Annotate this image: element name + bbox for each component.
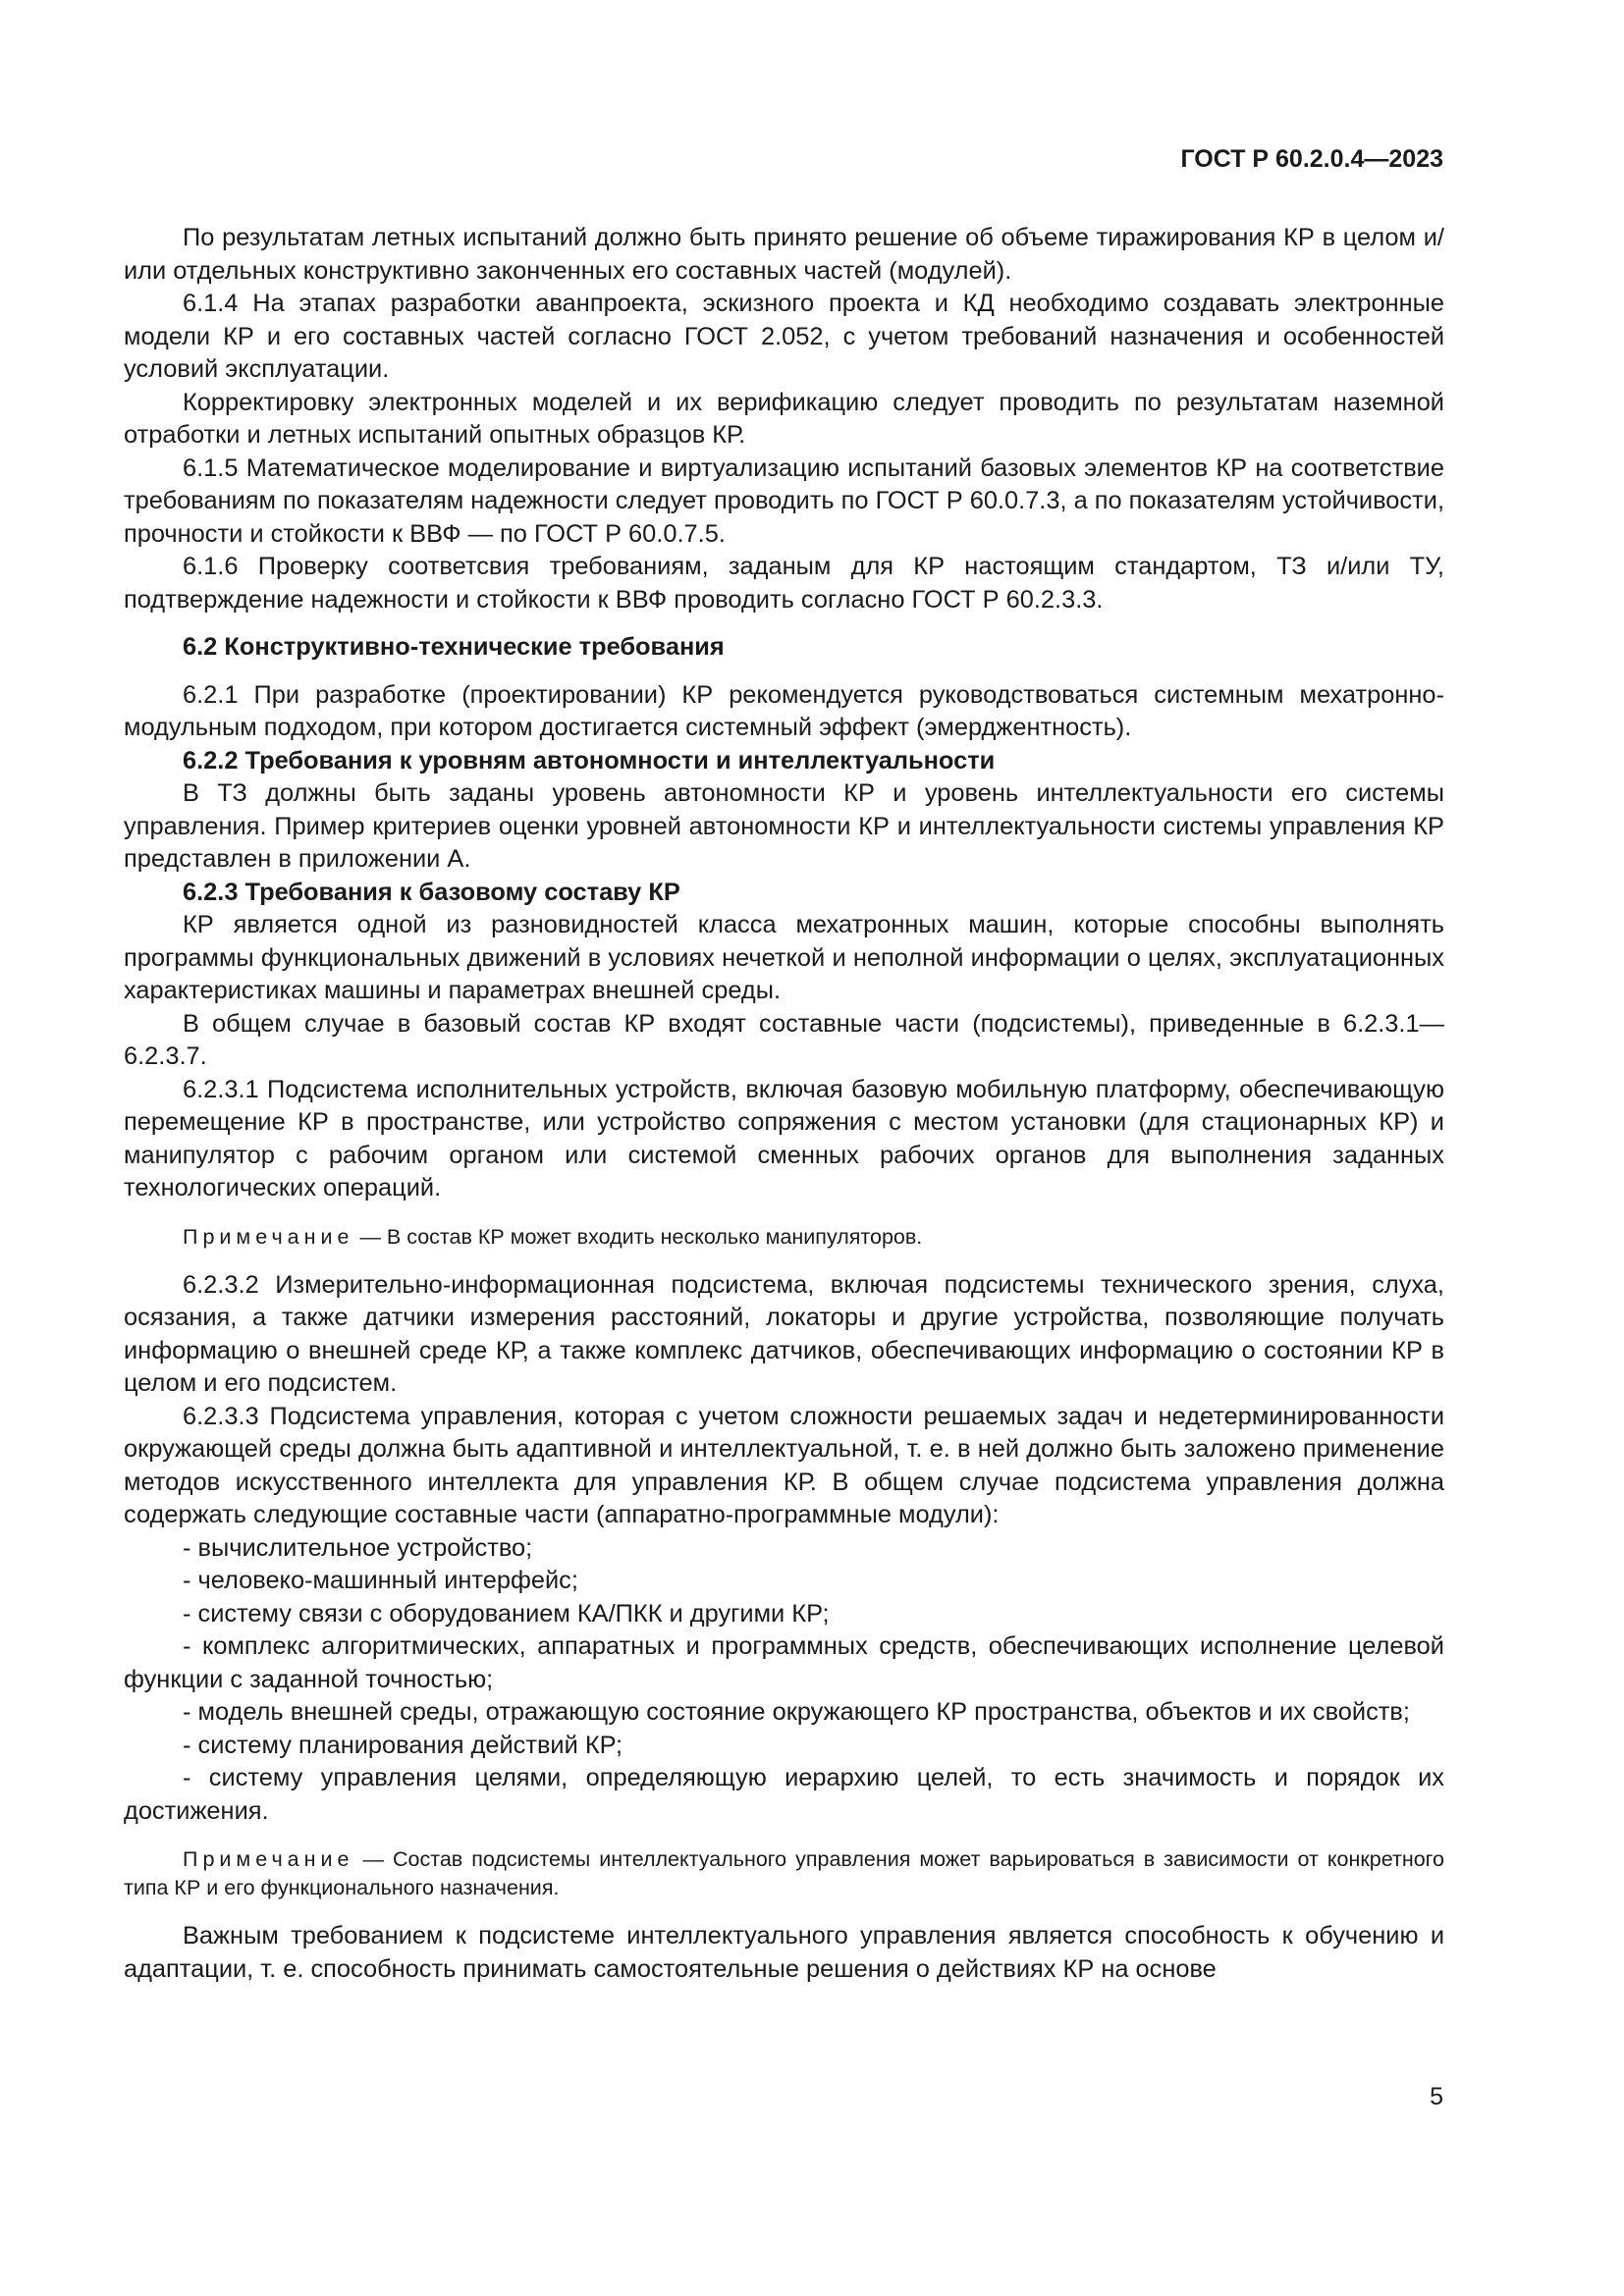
paragraph-6-1-4: 6.1.4 На этапах разработки аванпроекта, эскизного проекта и КД необходимо создавать электронные модели КР и его составных частей согласно ГОСТ 2.052, с учетом требований назначения и особенностей условий эксплуатации.	[124, 290, 1444, 383]
note-text: — В состав КР может входить несколько манипуляторов.	[353, 1224, 923, 1249]
paragraph-6-2-3-1: 6.2.3.1 Подсистема исполнительных устройств, включая базовую мобильную платформу, обеспечивающую перемещение КР в пространстве, или устройство сопряжения с местом установки (для стационарных КР) и манипулятор с рабочим органом или системой сменных рабочих органов для выполнения заданных технологических операций.	[124, 1075, 1444, 1201]
paragraph-6-1-5: 6.1.5 Математическое моделирование и виртуализацию испытаний базовых элементов КР на соответствие требованиям по показателям надежности следует проводить по ГОСТ Р 60.0.7.3, а по показателям устойчивости, прочности и стойкости к ВВФ — по ГОСТ Р 60.0.7.5.	[124, 454, 1444, 548]
bullet-list	[124, 1532, 1444, 1829]
paragraph: По результатам летных испытаний должно быть принято решение об объеме тиражирования КР в целом и/или отдельных конструктивно законченных его составных частей (модулей).	[124, 224, 1444, 285]
paragraph-6-2-2: В ТЗ должны быть заданы уровень автономности КР и уровень интеллектуальности его системы управления. Пример критериев оценки уровней автономности КР и интеллектуальности системы управления КР представлен в приложении А.	[124, 779, 1444, 873]
list-item: - систему управления целями, определяющую иерархию целей, то есть значимость и порядок их достижения.	[124, 1764, 1444, 1825]
list-item: - вычислительное устройство;	[183, 1533, 533, 1562]
list-item: - человеко-машинный интерфейс;	[183, 1567, 578, 1594]
subsection-heading-6-2-3: 6.2.3 Требования к базовому составу КР	[183, 878, 680, 906]
document-body	[124, 222, 1444, 1986]
paragraph-6-2-3-3: 6.2.3.3 Подсистема управления, которая с учетом сложности решаемых задач и недетерминированности окружающей среды должна быть адаптивной и интеллектуальной, т. е. в ней должно быть заложено применение методов искусственного интеллекта для управления КР. В общем случае подсистема управления должна содержать следующие составные части (аппаратно-программные модули):	[124, 1402, 1444, 1528]
paragraph-final: Важным требованием к подсистеме интеллектуального управления является способность к обучению и адаптации, т. е. способность принимать самостоятельные решения о действиях КР на основе	[124, 1922, 1444, 1983]
paragraph-6-2-1: 6.2.1 При разработке (проектировании) КР рекомендуется руководствоваться системным мехатронно-модульным подходом, при котором достигается системный эффект (эмерджентность).	[124, 680, 1444, 741]
paragraph-6-2-3-a: КР является одной из разновидностей класса мехатронных машин, которые способны выполнять программы функциональных движений в условиях нечеткой и неполной информации о целях, эксплуатационных характеристиках машины и параметрах внешней среды.	[124, 911, 1444, 1004]
paragraph: Корректировку электронных моделей и их верификацию следует проводить по результатам наземной отработки и летных испытаний опытных образцов КР.	[124, 388, 1444, 449]
note	[124, 1845, 1444, 1902]
section-heading-6-2: 6.2 Конструктивно-технические требования	[183, 633, 725, 661]
paragraph-6-2-3-2: 6.2.3.2 Измерительно-информационная подсистема, включая подсистемы технического зрения, слуха, осязания, а также датчики измерения расстояний, локаторы и другие устройства, позволяющие получать информацию о внешней среде КР, а также комплекс датчиков, обеспечивающих информацию о состоянии КР в целом и его подсистем.	[124, 1270, 1444, 1397]
note-label: Примечание	[183, 1224, 354, 1249]
page-number: 5	[1430, 2083, 1443, 2110]
note-label: Примечание	[183, 1847, 354, 1871]
list-item: - систему планирования действий КР;	[183, 1731, 623, 1759]
note	[124, 1223, 1444, 1252]
list-item: - комплекс алгоритмических, аппаратных и программных средств, обеспечивающих исполнение целевой функции с заданной точностью;	[124, 1632, 1444, 1693]
subsection-heading-6-2-2: 6.2.2 Требования к уровням автономности и интеллектуальности	[183, 746, 996, 774]
paragraph-6-2-3-b: В общем случае в базовый состав КР входят составные части (подсистемы), приведенные в 6.2.3.1—6.2.3.7.	[124, 1009, 1444, 1070]
paragraph-6-1-6: 6.1.6 Проверку соответсвия требованиям, заданым для КР настоящим стандартом, ТЗ и/или ТУ, подтверждение надежности и стойкости к ВВФ проводить согласно ГОСТ Р 60.2.3.3.	[124, 553, 1444, 614]
document-header: ГОСТ Р 60.2.0.4—2023	[1180, 145, 1443, 173]
list-item: - систему связи с оборудованием КА/ПКК и другими КР;	[183, 1599, 830, 1628]
note-text: — Состав подсистемы интеллектуального управления может варьироваться в зависимости от конкретного типа КР и его функционального назначения.	[124, 1847, 1444, 1899]
list-item: - модель внешней среды, отражающую состояние окружающего КР пространства, объектов и их свойств;	[183, 1698, 1410, 1726]
